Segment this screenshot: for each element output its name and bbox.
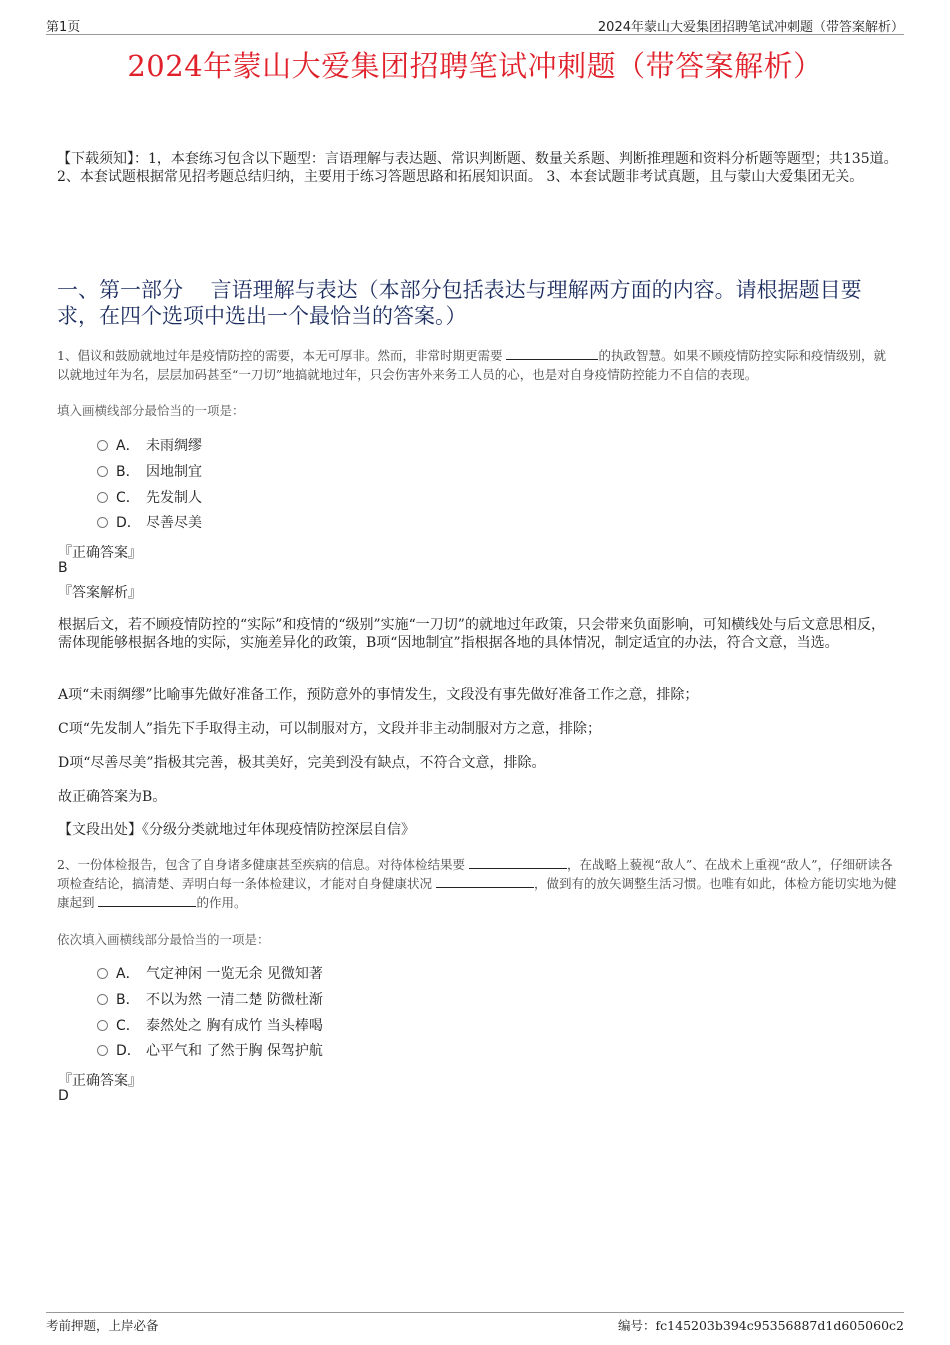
answer-blank — [469, 856, 567, 869]
section-heading: 一、第一部分 言语理解与表达（本部分包括表达与理解两方面的内容。请根据题目要求，在四个选项中选出一个最恰当的答案。） — [57, 278, 862, 328]
radio-icon[interactable] — [97, 466, 108, 477]
footer-doc-id: 编号：fc145203b394c95356887d1d605060c2 — [618, 1318, 904, 1333]
page-footer — [46, 1312, 904, 1333]
radio-icon[interactable] — [97, 1045, 108, 1056]
analysis-paragraph: C项“先发制人”指先下手取得主动，可以制服对方，文段并非主动制服对方之意，排除； — [58, 721, 602, 737]
radio-icon[interactable] — [97, 994, 108, 1005]
question-2-option-b[interactable]: B． 不以为然 一清二楚 防微杜渐 — [97, 989, 323, 1011]
question-1-option-a[interactable]: A． 未雨绸缪 — [97, 435, 202, 457]
question-2-option-c[interactable]: C． 泰然处之 胸有成竹 当头棒喝 — [97, 1015, 323, 1037]
radio-icon[interactable] — [97, 440, 108, 451]
analysis-paragraph: 故正确答案为B。 — [58, 789, 167, 805]
answer-blank — [436, 875, 534, 888]
analysis-paragraph: D项“尽善尽美”指极其完善，极其美好，完美到没有缺点，不符合文意，排除。 — [58, 755, 546, 771]
question-1-hint: 填入画横线部分最恰当的一项是： — [57, 403, 245, 418]
radio-icon[interactable] — [97, 1020, 108, 1031]
question-2-option-a[interactable]: A． 气定神闲 一览无余 见微知著 — [97, 963, 323, 985]
question-1-text: 1、倡议和鼓励就地过年是疫情防控的需要，本无可厚非。然而，非常时期更需要 的执政智慧。如果不顾疫情防控实际和疫情级别，就以就地过年为名，层层加码甚至“一刀切”地搞就地过年，只会伤害外来务工人员的心，也是对自身疫情防控能力不自信的表现。 — [57, 348, 886, 382]
answer-blank — [98, 894, 196, 907]
question-2-answer: D — [58, 1088, 69, 1104]
question-2-option-d[interactable]: D． 心平气和 了然于胸 保驾护航 — [97, 1040, 323, 1062]
analysis-paragraph: A项“未雨绸缪”比喻事先做好准备工作，预防意外的事情发生，文段没有事先做好准备工作之意，排除； — [58, 687, 699, 703]
question-1-answer: B — [58, 560, 68, 576]
header-doc-title: 2024年蒙山大爱集团招聘笔试冲刺题（带答案解析） — [597, 20, 904, 35]
question-1-option-b[interactable]: B． 因地制宜 — [97, 461, 202, 483]
analysis-paragraph: 根据后文，若不顾疫情防控的“实际”和疫情的“级别”实施“一刀切”的就地过年政策，只会带来负面影响，可知横线处与后文意思相反，需体现能够根据各地的实际，实施差异化的政策，B项“因地制宜”指根据各地的具体情况，制定适宜的办法，符合文意，当选。 — [58, 617, 885, 651]
question-2-answer-label: 『正确答案』 — [58, 1073, 142, 1089]
download-notice: 【下载须知】：1，本套练习包含以下题型：言语理解与表达题、常识判断题、数量关系题、判断推理题和资料分析题等题型；共135道。 2、本套试题根据常见招考题总结归纳，主要用于练习答题思路和拓展知识面。 3、本套试题非考试真题，且与蒙山大爱集团无关。 — [57, 151, 898, 185]
radio-icon[interactable] — [97, 517, 108, 528]
answer-blank — [506, 347, 598, 360]
question-2-hint: 依次填入画横线部分最恰当的一项是： — [57, 932, 270, 947]
radio-icon[interactable] — [97, 968, 108, 979]
question-1-option-d[interactable]: D． 尽善尽美 — [97, 512, 202, 534]
question-1-source: 【文段出处】《分级分类就地过年体现疫情防控深层自信》 — [58, 822, 415, 838]
page-header — [46, 14, 904, 35]
page-title: 2024年蒙山大爱集团招聘笔试冲刺题（带答案解析） — [127, 49, 823, 83]
question-1-answer-label: 『正确答案』 — [58, 545, 142, 561]
page-number: 第1页 — [46, 20, 81, 35]
question-1-option-c[interactable]: C． 先发制人 — [97, 487, 202, 509]
question-2-text: 2、一份体检报告，包含了自身诸多健康甚至疾病的信息。对待体检结果要 ，在战略上藐视“敌人”、在战术上重视“敌人”，仔细研读各项检查结论，搞清楚、弄明白每一条体检建议，才能对自身健康状况 ，做到有的放矢调整生活习惯。也唯有如此，体检方能切实地为健康起到 的作用。 — [57, 857, 897, 910]
radio-icon[interactable] — [97, 492, 108, 503]
footer-slogan: 考前押题，上岸必备 — [46, 1318, 159, 1333]
question-1-analysis-label: 『答案解析』 — [58, 585, 142, 601]
